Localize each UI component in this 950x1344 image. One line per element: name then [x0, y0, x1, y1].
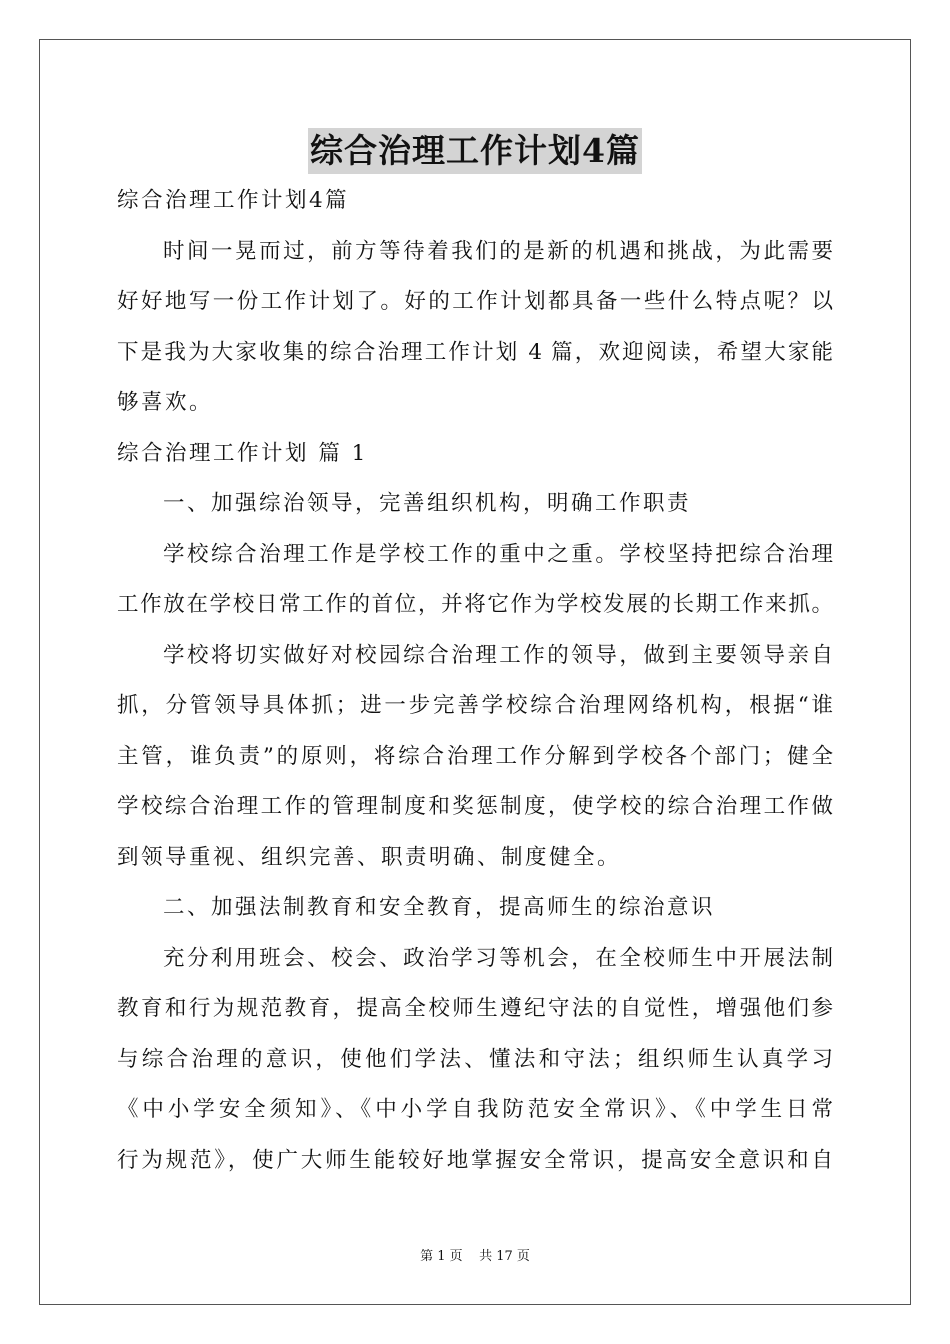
- body-line-12: 主管，谁负责”的原则，将综合治理工作分解到学校各个部门；健全: [117, 743, 833, 769]
- body-line-5: 够喜欢。: [117, 390, 214, 415]
- page-number: 第 1 页 共 17 页: [420, 1249, 530, 1264]
- body-line-4: 下是我为大家收集的综合治理工作计划 4 篇，欢迎阅读，希望大家能: [117, 339, 833, 365]
- body-line-14: 到领导重视、组织完善、职责明确、制度健全。: [117, 844, 622, 870]
- body-line-16: 充分利用班会、校会、政治学习等机会，在全校师生中开展法制: [163, 945, 833, 971]
- document-title: 综合治理工作计划4篇: [308, 128, 642, 174]
- body-line-17: 教育和行为规范教育，提高全校师生遵纪守法的自觉性，增强他们参: [117, 996, 833, 1021]
- subheading-1: 一、加强综治领导，完善组织机构，明确工作职责: [163, 491, 692, 516]
- document-body: [117, 176, 833, 1186]
- body-line-20: 行为规范》，使广大师生能较好地掌握安全常识，提高安全意识和自: [117, 1147, 833, 1173]
- body-line-3: 好好地写一份工作计划了。好的工作计划都具备一些什么特点呢？以: [117, 289, 833, 314]
- body-line-8: 学校综合治理工作是学校工作的重中之重。学校坚持把综合治理: [163, 541, 833, 567]
- title-wrap: [0, 128, 950, 174]
- body-line-19: 《中小学安全须知》、《中小学自我防范安全常识》、《中学生日常: [117, 1097, 833, 1122]
- subheading-2: 二、加强法制教育和安全教育，提高师生的综治意识: [163, 895, 716, 920]
- body-line-2: 时间一晃而过，前方等待着我们的是新的机遇和挑战，为此需要: [163, 238, 833, 264]
- body-line-10: 学校将切实做好对校园综合治理工作的领导，做到主要领导亲自: [163, 642, 833, 668]
- body-line-1: 综合治理工作计划4篇: [117, 188, 350, 213]
- body-line-18: 与综合治理的意识，使他们学法、懂法和守法；组织师生认真学习: [117, 1046, 833, 1072]
- body-line-11: 抓，分管领导具体抓；进一步完善学校综合治理网络机构，根据“谁: [117, 693, 833, 718]
- section-heading-1: 综合治理工作计划 篇 1: [117, 440, 368, 466]
- page-footer: [0, 1248, 950, 1266]
- body-line-13: 学校综合治理工作的管理制度和奖惩制度，使学校的综合治理工作做: [117, 794, 833, 819]
- body-line-9: 工作放在学校日常工作的首位，并将它作为学校发展的长期工作来抓。: [117, 592, 833, 617]
